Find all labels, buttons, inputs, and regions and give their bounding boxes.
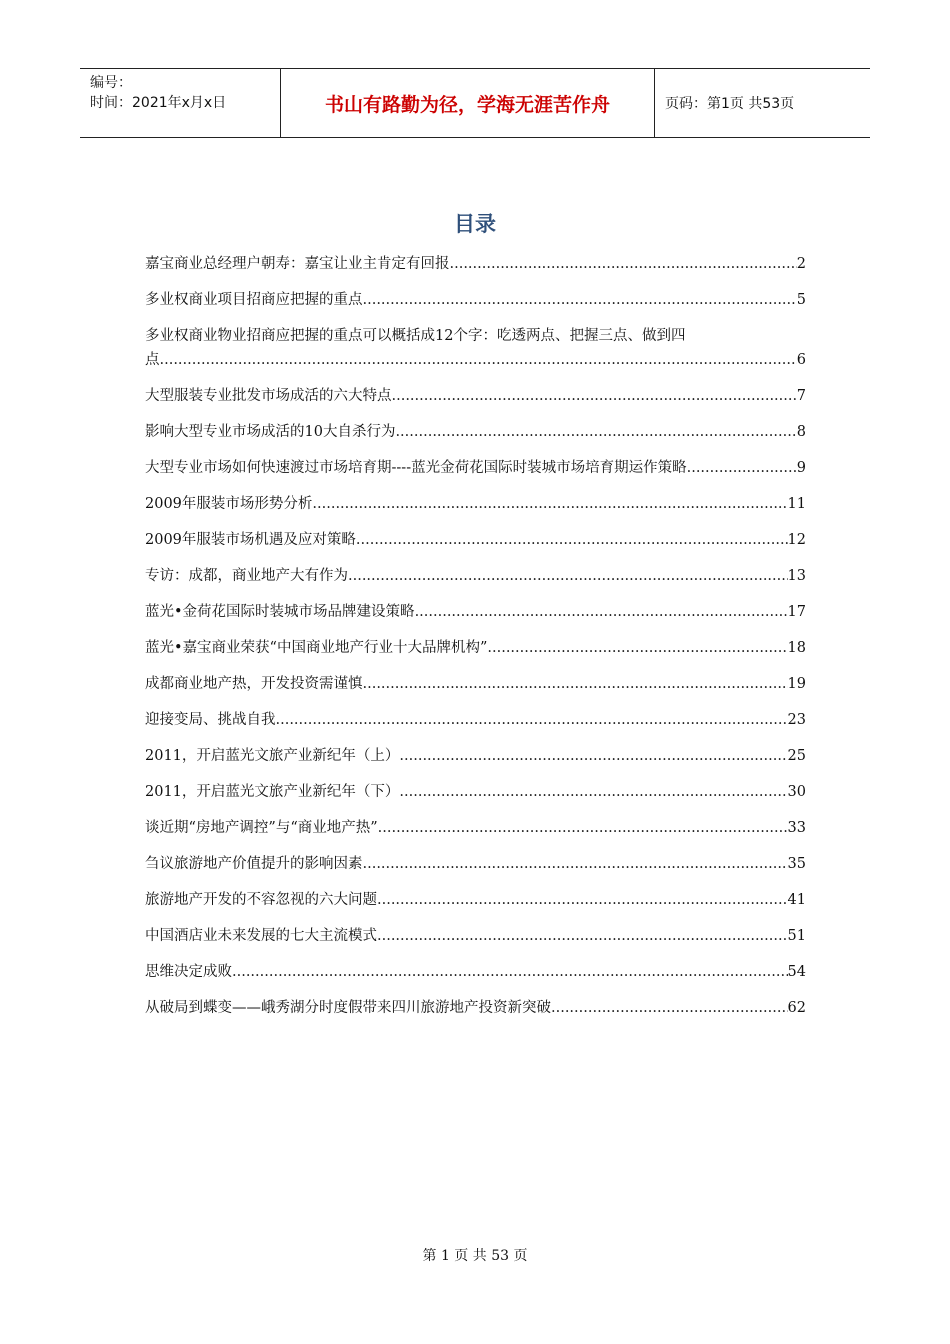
toc-dot-leader bbox=[415, 600, 788, 624]
toc-entry-title: 2011，开启蓝光文旅产业新纪年（上） bbox=[145, 748, 400, 764]
toc-entry-page: 35 bbox=[787, 856, 806, 872]
toc-entry-title: 蓝光•金荷花国际时装城市场品牌建设策略 bbox=[145, 604, 415, 620]
toc-entry-title: 大型专业市场如何快速渡过市场培育期----蓝光金荷花国际时装城市场培育期运作策略 bbox=[145, 460, 687, 476]
toc-entry-page: 17 bbox=[787, 604, 806, 620]
toc-entry-page: 51 bbox=[787, 928, 806, 944]
toc-entry[interactable] bbox=[145, 996, 806, 1020]
toc-entry[interactable] bbox=[145, 816, 806, 840]
toc-entry-page: 19 bbox=[787, 676, 806, 692]
toc-entry-continuation bbox=[145, 348, 806, 372]
header-meta bbox=[80, 69, 281, 137]
toc-entry[interactable] bbox=[145, 600, 806, 624]
toc-entry[interactable] bbox=[145, 960, 806, 984]
header-motto: 书山有路勤为径，学海无涯苦作舟 bbox=[281, 69, 655, 137]
toc-entry[interactable] bbox=[145, 672, 806, 696]
toc-dot-leader bbox=[392, 384, 797, 408]
toc-entry[interactable] bbox=[145, 708, 806, 732]
toc-dot-leader bbox=[551, 996, 788, 1020]
table-of-contents bbox=[145, 252, 806, 1032]
toc-entry[interactable] bbox=[145, 780, 806, 804]
toc-entry-title: 多业权商业项目招商应把握的重点 bbox=[145, 292, 363, 308]
header-page-info: 页码：第1页 共53页 bbox=[665, 96, 795, 112]
toc-entry[interactable] bbox=[145, 288, 806, 312]
toc-title: 目录 bbox=[454, 212, 496, 236]
toc-entry-title: 成都商业地产热，开发投资需谨慎 bbox=[145, 676, 363, 692]
toc-dot-leader bbox=[363, 672, 788, 696]
toc-entry-page: 62 bbox=[787, 1000, 806, 1016]
toc-entry-page: 18 bbox=[787, 640, 806, 656]
toc-dot-leader bbox=[363, 288, 797, 312]
toc-entry-page: 25 bbox=[787, 748, 806, 764]
toc-dot-leader bbox=[160, 348, 797, 372]
toc-entry[interactable] bbox=[145, 252, 806, 276]
toc-dot-leader bbox=[348, 564, 788, 588]
toc-dot-leader bbox=[450, 252, 797, 276]
toc-entry-page: 6 bbox=[796, 352, 806, 368]
toc-entry-page: 2 bbox=[796, 256, 806, 272]
toc-entry[interactable] bbox=[145, 852, 806, 876]
page-footer: 第 1 页 共 53 页 bbox=[422, 1248, 528, 1264]
toc-dot-leader bbox=[487, 636, 787, 660]
toc-entry[interactable] bbox=[145, 636, 806, 660]
header-time-label: 时间：2021年x月x日 bbox=[90, 95, 227, 111]
toc-dot-leader bbox=[232, 960, 788, 984]
toc-entry-title: 思维决定成败 bbox=[145, 964, 232, 980]
toc-entry-page: 13 bbox=[787, 568, 806, 584]
toc-entry[interactable] bbox=[145, 924, 806, 948]
toc-dot-leader bbox=[356, 528, 788, 552]
toc-dot-leader bbox=[399, 780, 787, 804]
toc-entry-title: 从破局到蝶变——峨秀湖分时度假带来四川旅游地产投资新突破 bbox=[145, 1000, 551, 1016]
toc-entry-title: 蓝光•嘉宝商业荣获“中国商业地产行业十大品牌机构” bbox=[145, 640, 488, 656]
toc-dot-leader bbox=[363, 852, 788, 876]
toc-entry[interactable] bbox=[145, 492, 806, 516]
toc-entry[interactable] bbox=[145, 744, 806, 768]
toc-entry[interactable] bbox=[145, 420, 806, 444]
toc-dot-leader bbox=[377, 888, 788, 912]
toc-entry-title: 嘉宝商业总经理户朝寿：嘉宝让业主肯定有回报 bbox=[145, 256, 450, 272]
toc-dot-leader bbox=[378, 816, 788, 840]
toc-entry-title: 刍议旅游地产价值提升的影响因素 bbox=[145, 856, 363, 872]
toc-entry-title: 影响大型专业市场成活的10大自杀行为 bbox=[145, 424, 396, 440]
toc-entry-page: 23 bbox=[787, 712, 806, 728]
toc-entry-title: 旅游地产开发的不容忽视的六大问题 bbox=[145, 892, 377, 908]
toc-entry-title: 2011，开启蓝光文旅产业新纪年（下） bbox=[145, 784, 400, 800]
toc-entry-page: 5 bbox=[796, 292, 806, 308]
toc-entry-title: 大型服装专业批发市场成活的六大特点 bbox=[145, 388, 392, 404]
toc-entry-title: 专访：成都，商业地产大有作为 bbox=[145, 568, 348, 584]
toc-entry[interactable] bbox=[145, 528, 806, 552]
toc-entry-title: 2009年服装市场形势分析 bbox=[145, 496, 313, 512]
page-header bbox=[80, 68, 870, 138]
toc-dot-leader bbox=[399, 744, 787, 768]
toc-dot-leader bbox=[276, 708, 788, 732]
toc-entry-title-continued: 点 bbox=[145, 352, 160, 368]
toc-entry[interactable] bbox=[145, 888, 806, 912]
toc-dot-leader bbox=[312, 492, 787, 516]
toc-entry-page: 33 bbox=[787, 820, 806, 836]
toc-entry-page: 7 bbox=[796, 388, 806, 404]
toc-dot-leader bbox=[395, 420, 796, 444]
toc-entry[interactable] bbox=[145, 384, 806, 408]
toc-entry-page: 54 bbox=[787, 964, 806, 980]
toc-entry[interactable] bbox=[145, 456, 806, 480]
toc-dot-leader bbox=[377, 924, 788, 948]
toc-entry-page: 8 bbox=[796, 424, 806, 440]
toc-entry-page: 30 bbox=[787, 784, 806, 800]
toc-entry-page: 41 bbox=[787, 892, 806, 908]
toc-entry[interactable] bbox=[145, 564, 806, 588]
toc-entry-page: 9 bbox=[796, 460, 806, 476]
toc-entry-title: 谈近期“房地产调控”与“商业地产热” bbox=[145, 820, 378, 836]
header-number-label: 编号： bbox=[90, 75, 132, 91]
toc-entry-title: 多业权商业物业招商应把握的重点可以概括成12个字：吃透两点、把握三点、做到四 bbox=[145, 328, 686, 344]
toc-entry-title: 迎接变局、挑战自我 bbox=[145, 712, 276, 728]
toc-entry[interactable] bbox=[145, 324, 806, 372]
toc-entry-page: 11 bbox=[787, 496, 806, 512]
toc-entry-title: 中国酒店业未来发展的七大主流模式 bbox=[145, 928, 377, 944]
toc-dot-leader bbox=[687, 456, 797, 480]
toc-entry-title: 2009年服装市场机遇及应对策略 bbox=[145, 532, 356, 548]
toc-entry-page: 12 bbox=[787, 532, 806, 548]
